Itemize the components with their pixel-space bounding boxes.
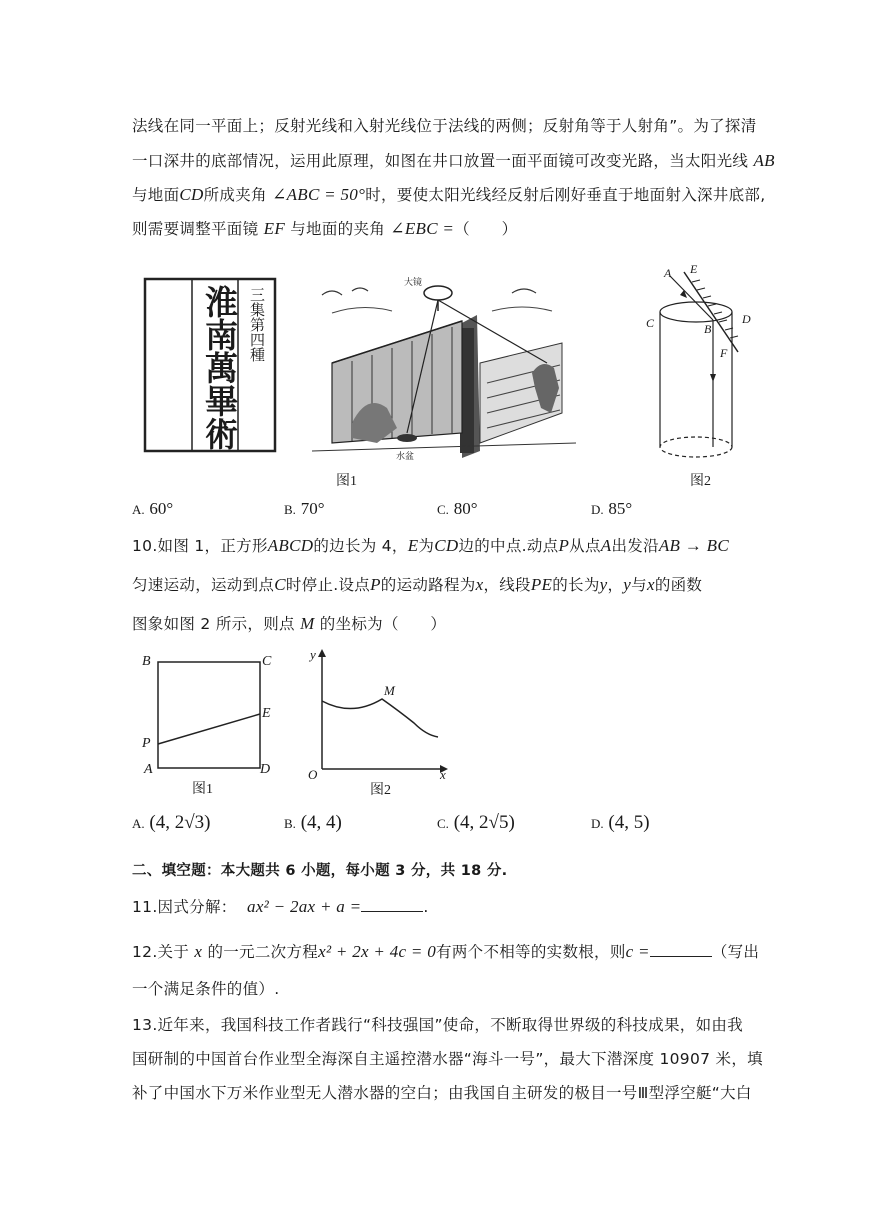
well-label-c: C bbox=[646, 316, 655, 330]
graph-label-y: y bbox=[310, 647, 316, 662]
well-mirror-diagram bbox=[640, 262, 756, 462]
q9-fig1-caption: 图1 bbox=[336, 474, 357, 489]
q9-option-b[interactable]: B. 70° bbox=[284, 499, 325, 518]
q9-option-c[interactable]: C. 80° bbox=[437, 499, 478, 518]
q9-line-4: 则需要调整平面镜 EF 与地面的夹角 ∠EBC =（ ） bbox=[132, 219, 518, 238]
square-abcd-diagram bbox=[140, 652, 280, 800]
graph-label-x: x bbox=[440, 767, 446, 782]
well-label-b: B bbox=[704, 322, 712, 336]
ancient-periscope-illustration bbox=[312, 273, 576, 463]
q12-answer-blank[interactable] bbox=[650, 942, 712, 957]
sq-label-d: D bbox=[260, 762, 271, 777]
book-subtitle: 三集第四種 bbox=[248, 287, 266, 362]
q10-line-3: 图象如图 2 所示，则点 M 的坐标为（ ） bbox=[132, 614, 447, 633]
book-title: 淮南萬畢術 bbox=[200, 285, 239, 450]
q10-option-a[interactable]: A. (4, 2√3) bbox=[132, 812, 211, 833]
well-label-f: F bbox=[720, 346, 728, 360]
label-mirror: 大镜 bbox=[404, 278, 423, 288]
label-basin: 水盆 bbox=[396, 452, 415, 462]
sq-caption: 图1 bbox=[192, 782, 213, 797]
well-label-d: D bbox=[742, 312, 751, 326]
q10-option-d[interactable]: D. (4, 5) bbox=[591, 812, 650, 833]
book-cover-figure bbox=[142, 277, 278, 453]
q10-line-1: 10.如图 1，正方形ABCD的边长为 4，E为CD边的中点.动点P从点A出发沿AB → BC bbox=[132, 536, 729, 555]
q12-line-2: 一个满足条件的值）. bbox=[132, 980, 280, 998]
q9-line-2: 一口深井的底部情况，运用此原理，如图在井口放置一面平面镜可改变光路，当太阳光线 AB bbox=[132, 151, 775, 170]
q9-line-1: 法线在同一平面上；反射光线和入射光线位于法线的两侧；反射角等于人射角”。为了探清 bbox=[132, 117, 757, 135]
graph-caption: 图2 bbox=[370, 783, 391, 798]
q10-option-b[interactable]: B. (4, 4) bbox=[284, 812, 342, 833]
sq-label-b: B bbox=[142, 654, 151, 669]
well-label-e: E bbox=[690, 262, 698, 276]
q9-line-3: 与地面CD所成夹角 ∠ABC = 50°时，要使太阳光线经反射后刚好垂直于地面射入深井底部, bbox=[132, 185, 766, 204]
function-graph bbox=[304, 645, 454, 800]
q9-fig2-caption: 图2 bbox=[690, 474, 711, 489]
q11: 11.因式分解： ax² − 2ax + a = . bbox=[132, 897, 429, 916]
sq-label-p: P bbox=[142, 736, 151, 751]
q13-line-3: 补了中国水下万米作业型无人潜水器的空白；由我国自主研发的极目一号Ⅲ型浮空艇“大白 bbox=[132, 1084, 752, 1102]
q9-option-a[interactable]: A. 60° bbox=[132, 499, 174, 518]
graph-label-m: M bbox=[384, 683, 395, 698]
sq-label-c: C bbox=[262, 654, 272, 669]
well-label-a: A bbox=[664, 266, 672, 280]
graph-label-o: O bbox=[308, 767, 318, 782]
q11-answer-blank[interactable] bbox=[361, 897, 423, 912]
section-2-title: 二、填空题：本大题共 6 小题，每小题 3 分，共 18 分. bbox=[132, 863, 508, 879]
q10-option-c[interactable]: C. (4, 2√5) bbox=[437, 812, 515, 833]
q12-line-1: 12.关于 x 的一元二次方程x² + 2x + 4c = 0有两个不相等的实数根，则c = （写出 bbox=[132, 942, 760, 961]
q9-option-d[interactable]: D. 85° bbox=[591, 499, 633, 518]
q10-line-2: 匀速运动，运动到点C时停止.设点P的运动路程为x，线段PE的长为y，y与x的函数 bbox=[132, 575, 703, 594]
sq-label-e: E bbox=[262, 706, 271, 721]
q13-line-2: 国研制的中国首台作业型全海深自主遥控潜水器“海斗一号”，最大下潜深度 10907 米，填 bbox=[132, 1050, 763, 1068]
q13-line-1: 13.近年来，我国科技工作者践行“科技强国”使命，不断取得世界级的科技成果，如由我 bbox=[132, 1016, 744, 1034]
sq-label-a: A bbox=[144, 762, 153, 777]
